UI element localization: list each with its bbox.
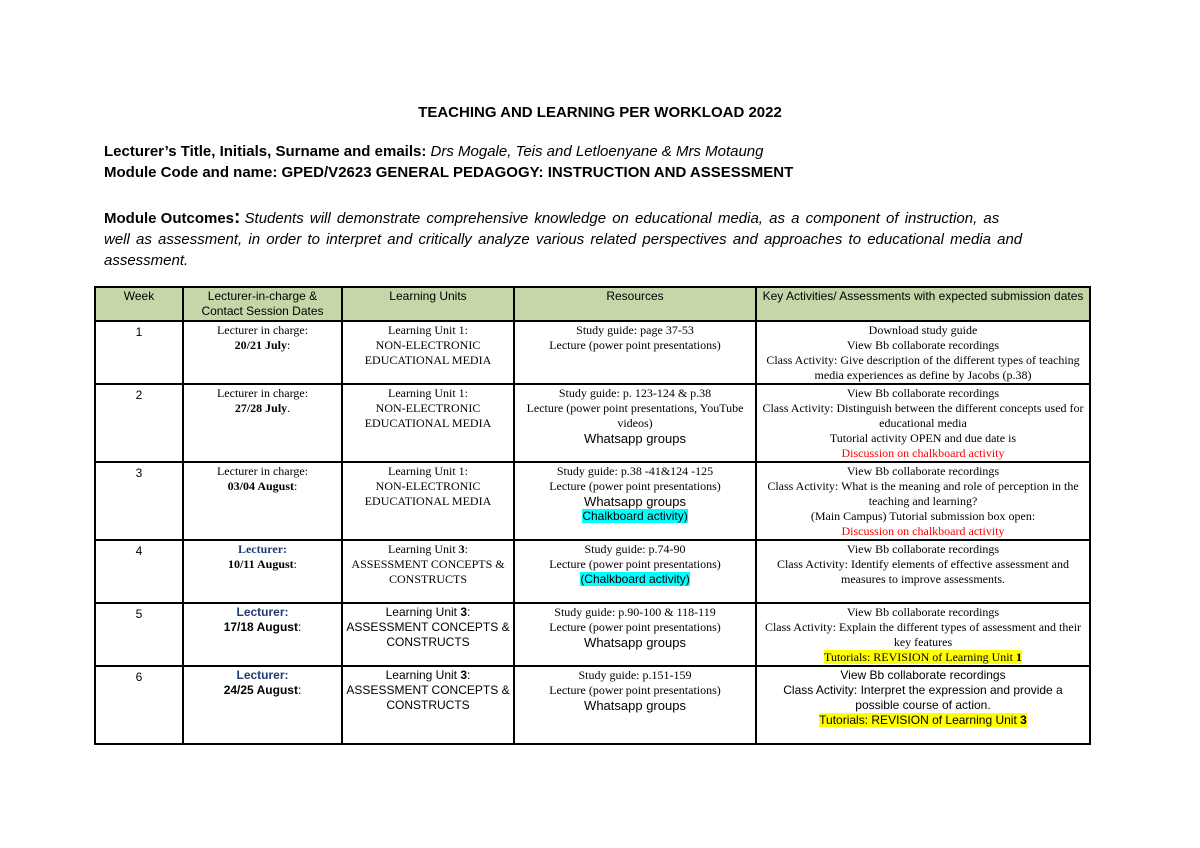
resources-cell: Study guide: p.90-100 & 118-119 Lecture (power point presentations) Whatsapp groups [514,603,756,666]
table-row [95,321,1090,384]
discussion-link: Discussion on chalkboard activity [841,446,1005,460]
activities-cell: View Bb collaborate recordings Class Activity: Distinguish between the different concepts used for educational media Tutorial activity OPEN and due date is Discussion on chalkboard activity [756,384,1090,462]
lecturer-cell: Lecturer: 17/18 August: [183,603,342,666]
table-row [95,666,1090,744]
activities-cell: View Bb collaborate recordings Class Activity: Explain the different types of assessment and their key features Tutorials: REVISION of Learning Unit 1 [756,603,1090,666]
table-row [95,540,1090,603]
week-number: 4 [95,540,183,603]
table-row [95,462,1090,540]
resources-cell: Study guide: p. 123-124 & p.38 Lecture (power point presentations, YouTube videos) Whatsapp groups [514,384,756,462]
workload-table [94,286,1091,745]
table-header-row [95,287,1090,321]
unit-cell: Learning Unit 1: NON-ELECTRONIC EDUCATIONAL MEDIA [342,384,514,462]
discussion-link: Discussion on chalkboard activity [841,524,1005,538]
resources-cell: Study guide: page 37-53 Lecture (power point presentations) [514,321,756,384]
unit-cell: Learning Unit 3: ASSESSMENT CONCEPTS & CONSTRUCTS [342,603,514,666]
activities-cell: View Bb collaborate recordings Class Activity: Identify elements of effective assessment and measures to improve assessments. [756,540,1090,603]
resources-cell: Study guide: p.38 -41&124 -125 Lecture (power point presentations) Whatsapp groups Chalkboard activity) [514,462,756,540]
week-number: 1 [95,321,183,384]
unit-cell: Learning Unit 1: NON-ELECTRONIC EDUCATIONAL MEDIA [342,321,514,384]
header-lecturer: Lecturer-in-charge & Contact Session Dates [183,287,342,321]
chalkboard-highlight: (Chalkboard activity) [580,572,690,586]
lecturer-cell: Lecturer: 10/11 August: [183,540,342,603]
lecturer-line [104,143,763,160]
activities-cell: View Bb collaborate recordings Class Activity: What is the meaning and role of perception in the teaching and learning? (Main Campus) Tutorial submission box open: Discussion on chalkboard activity [756,462,1090,540]
unit-cell: Learning Unit 1: NON-ELECTRONIC EDUCATIONAL MEDIA [342,462,514,540]
header-units: Learning Units [342,287,514,321]
chalkboard-highlight: Chalkboard activity) [582,509,688,523]
header-week: Week [95,287,183,321]
unit-cell: Learning Unit 3: ASSESSMENT CONCEPTS & CONSTRUCTS [342,666,514,744]
resources-cell: Study guide: p.151-159 Lecture (power point presentations) Whatsapp groups [514,666,756,744]
table-row [95,384,1090,462]
header-activities: Key Activities/ Assessments with expected submission dates [756,287,1090,321]
revision-highlight: Tutorials: REVISION of Learning Unit 3 [819,713,1027,727]
week-number: 3 [95,462,183,540]
activities-cell: View Bb collaborate recordings Class Activity: Interpret the expression and provide a possible course of action. Tutorials: REVISION of Learning Unit 3 [756,666,1090,744]
lecturer-cell: Lecturer in charge: 20/21 July: [183,321,342,384]
table-row [95,603,1090,666]
module-code-name: Module Code and name: GPED/V2623 GENERAL PEDAGOGY: INSTRUCTION AND ASSESSMENT [104,164,794,181]
resources-cell: Study guide: p.74-90 Lecture (power point presentations) (Chalkboard activity) [514,540,756,603]
lecturer-cell: Lecturer in charge: 03/04 August: [183,462,342,540]
unit-cell: Learning Unit 3: ASSESSMENT CONCEPTS & CONSTRUCTS [342,540,514,603]
outcomes-text: Students will demonstrate comprehensive knowledge on educational media, as a component of instruction, as well as assessment, in order to interpret and critically analyze various related perspectives and approaches to educational media and assessment. [104,210,1023,269]
lecturer-names: Drs Mogale, Teis and Letloenyane & Mrs Motaung [430,143,764,160]
outcomes-label: Module Outcomes: [104,207,241,228]
week-number: 6 [95,666,183,744]
module-outcomes [104,207,1024,271]
activities-cell: Download study guide View Bb collaborate recordings Class Activity: Give description of the different types of teaching media experiences as define by Jacobs (p.38) [756,321,1090,384]
lecturer-cell: Lecturer in charge: 27/28 July. [183,384,342,462]
week-number: 2 [95,384,183,462]
page-title: TEACHING AND LEARNING PER WORKLOAD 2022 [418,104,782,121]
module-line [104,164,793,181]
lecturer-cell: Lecturer: 24/25 August: [183,666,342,744]
revision-highlight: Tutorials: REVISION of Learning Unit 1 [824,650,1022,664]
header-resources: Resources [514,287,756,321]
lecturer-label: Lecturer’s Title, Initials, Surname and emails: [104,143,427,160]
week-number: 5 [95,603,183,666]
